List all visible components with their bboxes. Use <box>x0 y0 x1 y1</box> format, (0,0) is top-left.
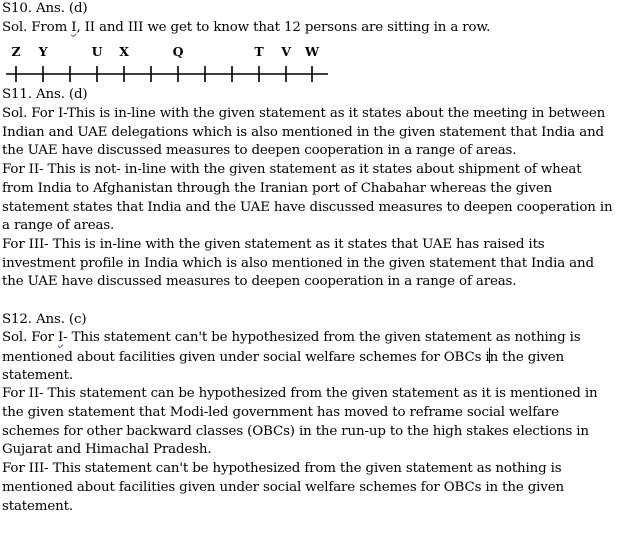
s10-solution-rest: , II and III we get to know that 12 persons are sitting in a row. <box>76 19 491 35</box>
s11-line: Indian and UAE delegations which is also mentioned in the given statement that India and <box>2 124 604 140</box>
s11-line: investment profile in India which is also mentioned in the given statement that India and <box>2 255 594 271</box>
s11-line: For III- This is in-line with the given statement as it states that UAE has raised its <box>2 236 545 252</box>
s12-spellcheck-word: I <box>57 330 64 346</box>
seating-arrangement-svg <box>2 37 342 86</box>
s12-line: the given statement that Modi-led government has moved to reframe social welfare <box>2 405 559 421</box>
s10-solution-prefix: Sol. From <box>2 19 72 35</box>
s12-line <box>2 329 634 348</box>
s12-line: schemes for other backward classes (OBCs) in the run-up to the high stakes elections in <box>2 423 589 439</box>
s10-spellcheck-word: I <box>71 19 77 35</box>
s12-line: statement. <box>2 367 73 383</box>
seat-label: T <box>254 44 264 60</box>
s11-line: statement states that India and the UAE have discussed measures to deepen cooperation in <box>2 199 613 215</box>
s11-line: a range of areas. <box>2 218 115 234</box>
s11-line: the UAE have discussed measures to deepen cooperation in a range of areas. <box>2 274 517 290</box>
s12-line <box>2 348 634 367</box>
seat-label: W <box>305 44 319 60</box>
s11-answer: S11. Ans. (d) <box>2 87 88 103</box>
s12-line1-rest: - This statement can't be hypothesized from the given statement as nothing is <box>63 330 581 346</box>
s12-solution <box>2 329 634 516</box>
s12-line: statement. <box>2 498 73 514</box>
s12-line: For III- This statement can't be hypothesized from the given statement as nothing is <box>2 461 562 477</box>
s12-line2-prefix: mentioned about facilities given under social welfare schemes for OBCs i <box>2 350 490 365</box>
s11-solution <box>2 105 634 292</box>
seating-arrangement-diagram <box>2 37 634 86</box>
seat-label: V <box>281 44 291 60</box>
s11-line: Sol. For I-This is in-line with the given statement as it states about the meeting in between <box>2 106 606 122</box>
paragraph-gap <box>2 292 634 311</box>
seat-label: X <box>119 44 129 60</box>
s10-solution <box>2 19 634 38</box>
s11-line: For II- This is not- in-line with the given statement as it states about shipment of wheat <box>2 162 582 178</box>
seat-label: Q <box>172 44 184 60</box>
s12-line: Gujarat and Himachal Pradesh. <box>2 442 212 458</box>
s12-line2-rest: n the given <box>489 350 564 365</box>
s12-answer: S12. Ans. (c) <box>2 311 87 327</box>
seat-label: Z <box>11 44 21 60</box>
s12-line: mentioned about facilities given under social welfare schemes for OBCs in the given <box>2 479 564 495</box>
s11-line: from India to Afghanistan through the Iranian port of Chabahar whereas the given <box>2 180 553 196</box>
seat-label: U <box>91 44 103 60</box>
s11-line: the UAE have discussed measures to deepen cooperation in a range of areas. <box>2 143 517 159</box>
s12-line: For II- This statement can be hypothesized from the given statement as it is mentioned in <box>2 386 598 402</box>
seat-label: Y <box>38 44 48 60</box>
s10-answer: S10. Ans. (d) <box>2 1 88 16</box>
solutions-document <box>2 0 634 516</box>
s12-line1-prefix: Sol. For <box>2 330 58 346</box>
